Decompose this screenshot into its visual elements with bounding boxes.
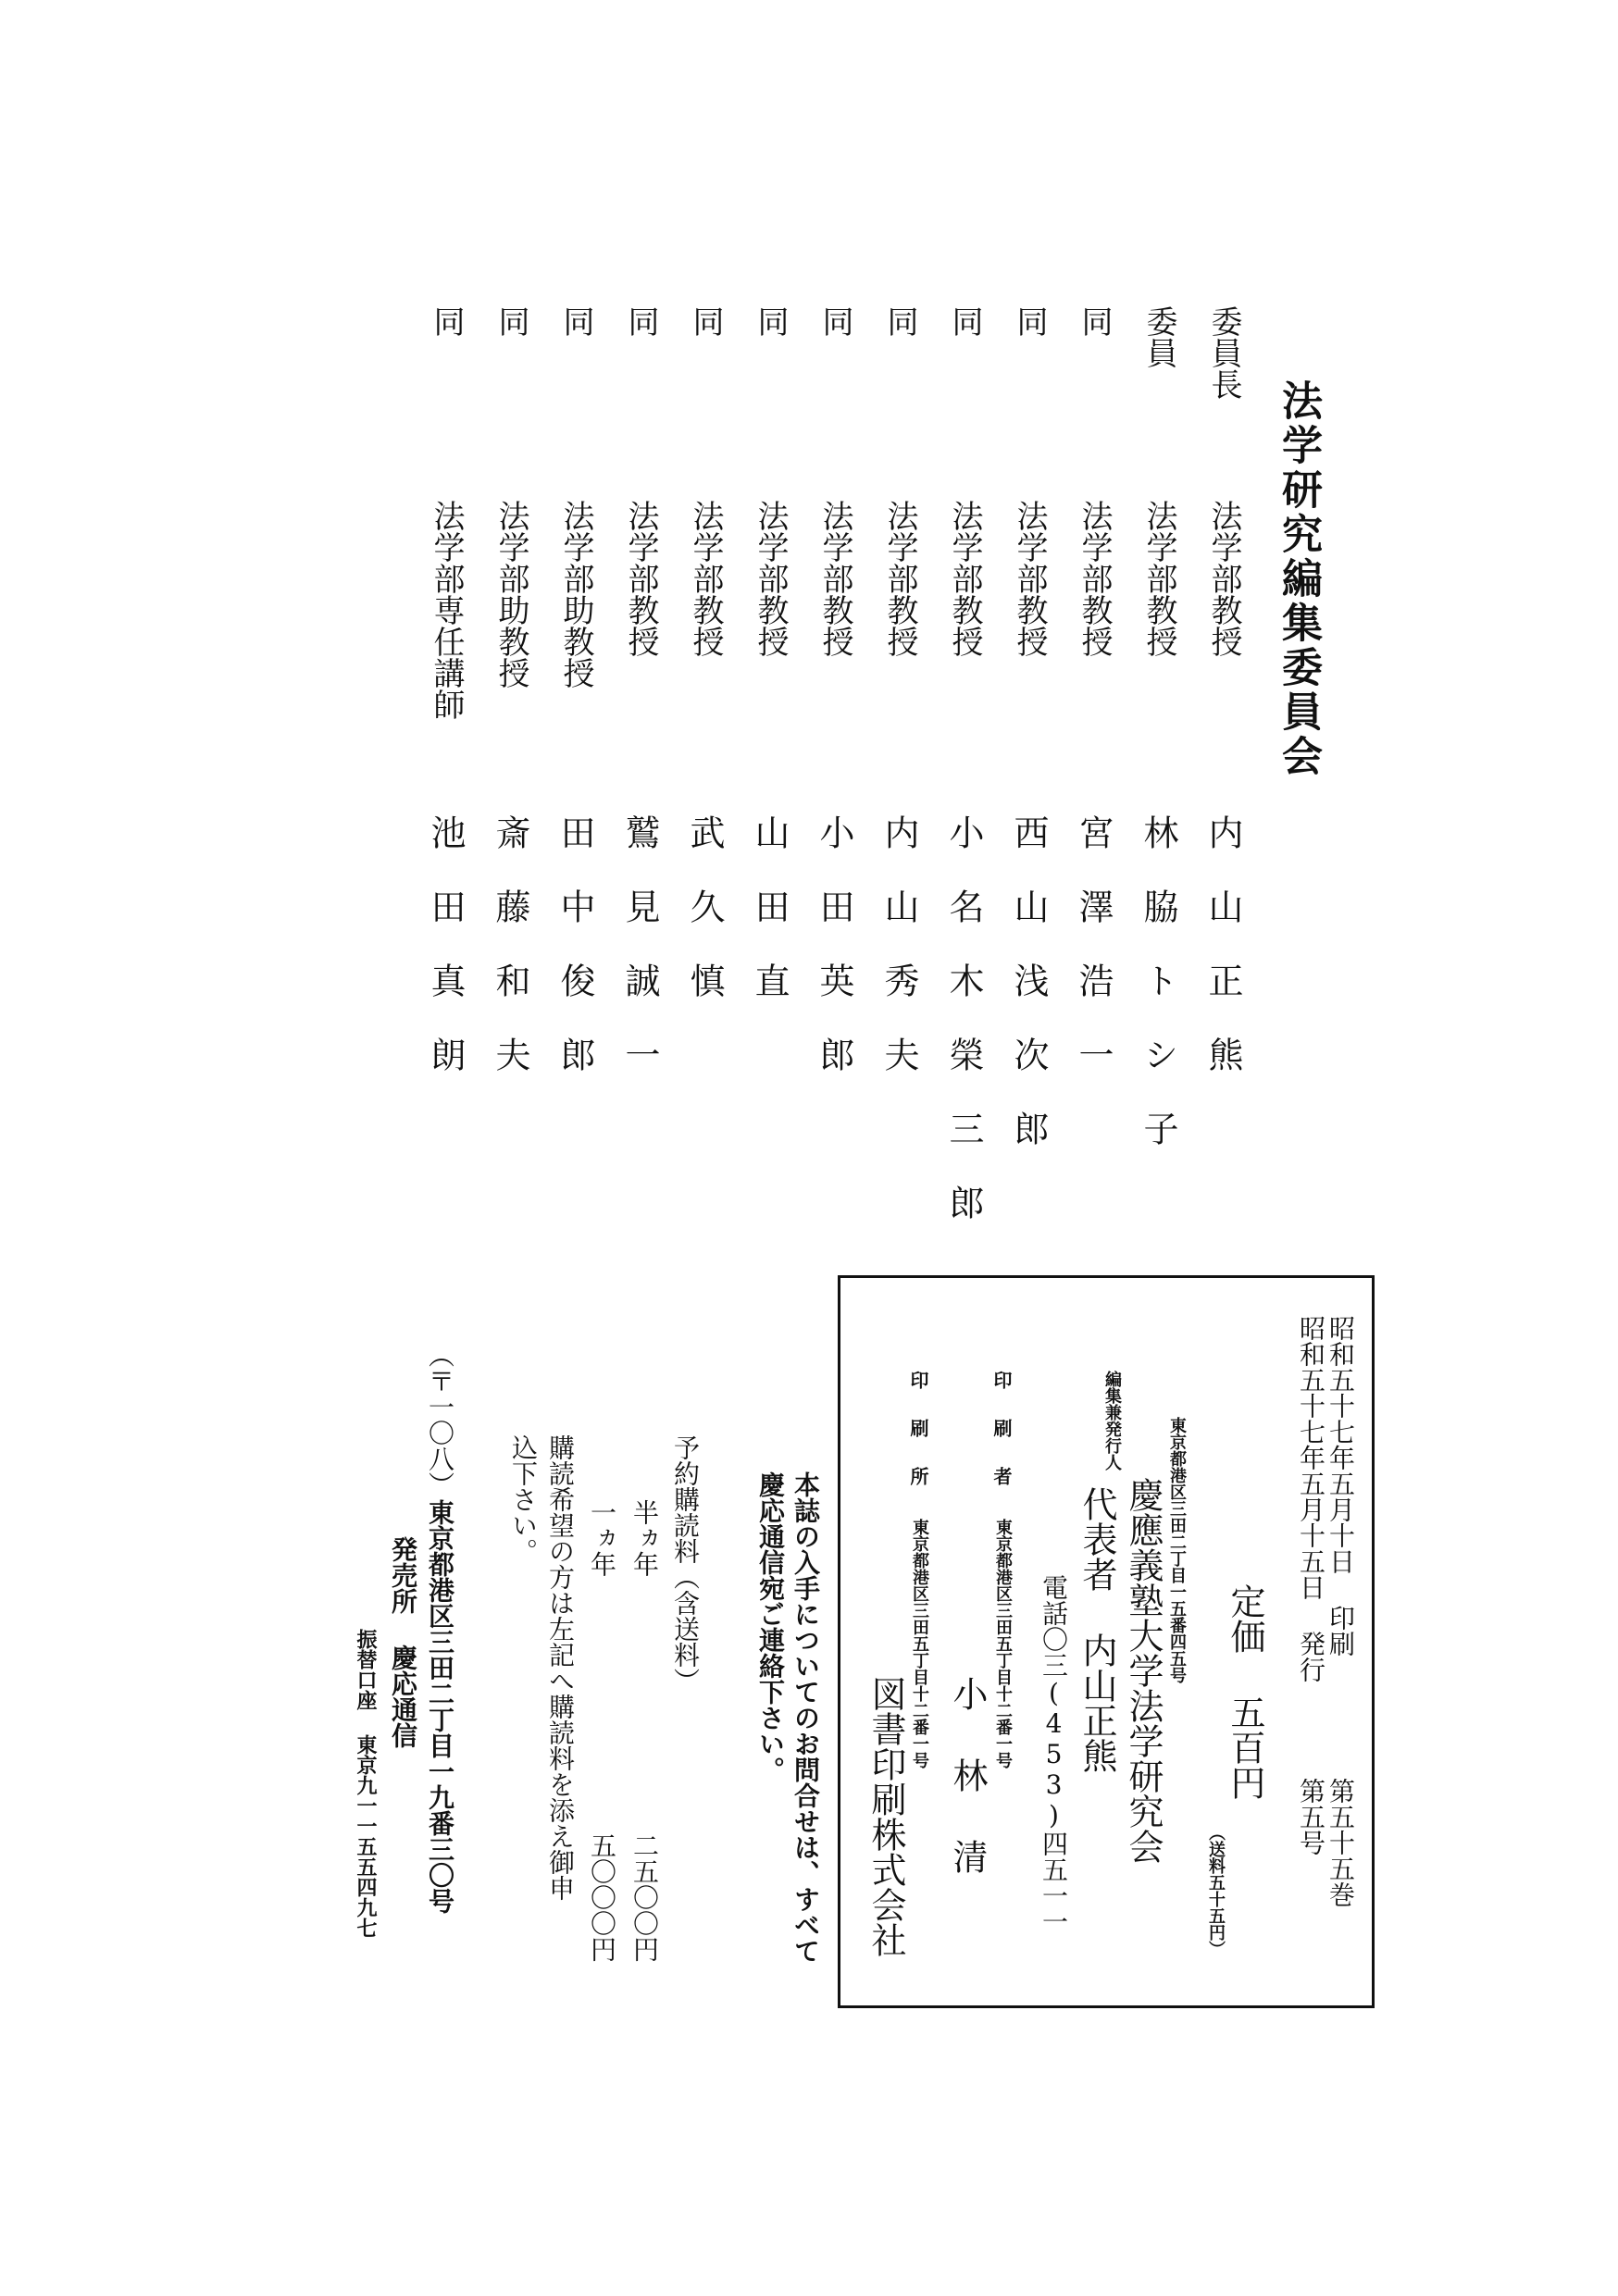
printer-label: 印刷者 — [990, 1371, 1013, 1515]
member-name: 西山浅次郎 — [1008, 814, 1049, 1185]
seller-address: 東京都港区三田二丁目一九番三〇号 — [425, 1499, 455, 1914]
printshop-label: 印刷所 — [907, 1371, 929, 1515]
committee-member — [611, 0, 666, 1111]
member-post: 法学部教授 — [1205, 500, 1242, 657]
issue-date: 昭和五十七年五月十五日 発行 — [1296, 1315, 1326, 1682]
committee-member — [1129, 0, 1185, 1185]
committee-member — [741, 0, 796, 1111]
printshop-name: 図書印刷株式会社 — [865, 1676, 906, 1957]
half-year-label: 半ヵ年 — [629, 1499, 660, 1577]
member-post: 法学部助教授 — [492, 500, 529, 689]
notice-line-1: 本誌の入手についてのお問合せは、すべて — [790, 1471, 821, 1964]
member-role: 同 — [428, 305, 465, 337]
committee-member — [481, 0, 537, 1111]
member-post: 法学部教授 — [1011, 500, 1048, 657]
committee-member — [1194, 0, 1250, 1111]
member-name: 宮澤浩一 — [1073, 814, 1114, 1111]
member-name: 小名木榮三郎 — [943, 814, 984, 1259]
editor-phone: 電話〇三(453)四五一一 — [1039, 1574, 1069, 1934]
member-name: 池田真朗 — [425, 814, 466, 1111]
member-role: 同 — [881, 305, 918, 337]
member-name: 内山秀夫 — [878, 814, 919, 1111]
postage: （送料五十五円） — [1206, 1824, 1226, 1957]
print-date: 昭和五十七年五月十日 印刷 — [1326, 1315, 1356, 1657]
full-year-price: 五〇〇〇円 — [587, 1832, 617, 1962]
committee-member — [546, 0, 602, 1111]
committee-member — [1000, 0, 1055, 1185]
member-role: 委員長 — [1205, 305, 1242, 400]
member-name: 内山正熊 — [1202, 814, 1243, 1111]
apply-line-2: 込下さい。 — [508, 1434, 539, 1564]
printer-address: 東京都港区三田五丁目十二番一号 — [993, 1519, 1013, 1769]
member-role: 同 — [1011, 305, 1048, 337]
committee-member — [417, 0, 472, 1111]
member-role: 委員 — [1140, 305, 1177, 368]
committee-title: 法学研究編集委員会 — [1275, 379, 1322, 779]
apply-line-1: 購読希望の方は左記へ購読料を添え御申 — [545, 1434, 576, 1901]
member-post: 法学部教授 — [1140, 500, 1177, 657]
editor-org: 慶應義塾大学法学研究会 — [1123, 1477, 1164, 1864]
member-post: 法学部教授 — [687, 500, 724, 657]
committee-member — [805, 0, 861, 1111]
member-name: 林脇トシ子 — [1138, 814, 1178, 1185]
printshop-address: 東京都港区三田五丁目十二番一号 — [910, 1519, 929, 1769]
member-role: 同 — [622, 305, 659, 337]
member-name: 山田直 — [749, 814, 790, 1036]
member-role: 同 — [752, 305, 789, 337]
price: 定価 五百円 — [1225, 1583, 1265, 1800]
member-role: 同 — [946, 305, 983, 337]
member-post: 法学部教授 — [881, 500, 918, 657]
printer-name: 小林清 — [947, 1676, 988, 1920]
member-name: 小田英郎 — [814, 814, 854, 1111]
half-year-price: 二五〇〇円 — [629, 1832, 660, 1962]
committee-member — [870, 0, 926, 1111]
committee-member — [935, 0, 990, 1259]
committee-member — [676, 0, 731, 1111]
editor-label: 編集兼発行人 — [1102, 1371, 1122, 1471]
member-role: 同 — [816, 305, 853, 337]
member-post: 法学部教授 — [1076, 500, 1113, 657]
member-name: 武久慎 — [684, 814, 725, 1036]
member-name: 田中俊郎 — [554, 814, 595, 1111]
member-post: 法学部教授 — [946, 500, 983, 657]
issue-number: 第五号 — [1296, 1778, 1326, 1855]
editor-address: 東京都港区三田二丁目一五番四五号 — [1167, 1417, 1187, 1683]
editor-rep: 代表者 内山正熊 — [1077, 1486, 1117, 1773]
full-year-label: 一ヵ年 — [587, 1499, 617, 1577]
subscription-heading: 予約購読料（含送料） — [670, 1434, 701, 1694]
committee-member — [1064, 0, 1120, 1111]
colophon-box — [838, 1275, 1375, 2008]
member-role: 同 — [492, 305, 529, 337]
seller-name: 発売所 慶応通信 — [388, 1536, 418, 1748]
account-number: 振替口座 東京九一一五五四九七 — [354, 1629, 378, 1938]
volume: 第五十五巻 — [1326, 1778, 1356, 1907]
member-post: 法学部専任講師 — [428, 500, 465, 720]
member-post: 法学部助教授 — [557, 500, 594, 689]
notice-line-2: 慶応通信宛ご連絡下さい。 — [755, 1471, 786, 1782]
postal-code: （〒一〇八） — [425, 1342, 455, 1497]
member-name: 斎藤和夫 — [490, 814, 530, 1111]
member-name: 鷲見誠一 — [619, 814, 660, 1111]
member-post: 法学部教授 — [816, 500, 853, 657]
member-role: 同 — [687, 305, 724, 337]
member-role: 同 — [557, 305, 594, 337]
member-post: 法学部教授 — [752, 500, 789, 657]
member-post: 法学部教授 — [622, 500, 659, 657]
member-role: 同 — [1076, 305, 1113, 337]
